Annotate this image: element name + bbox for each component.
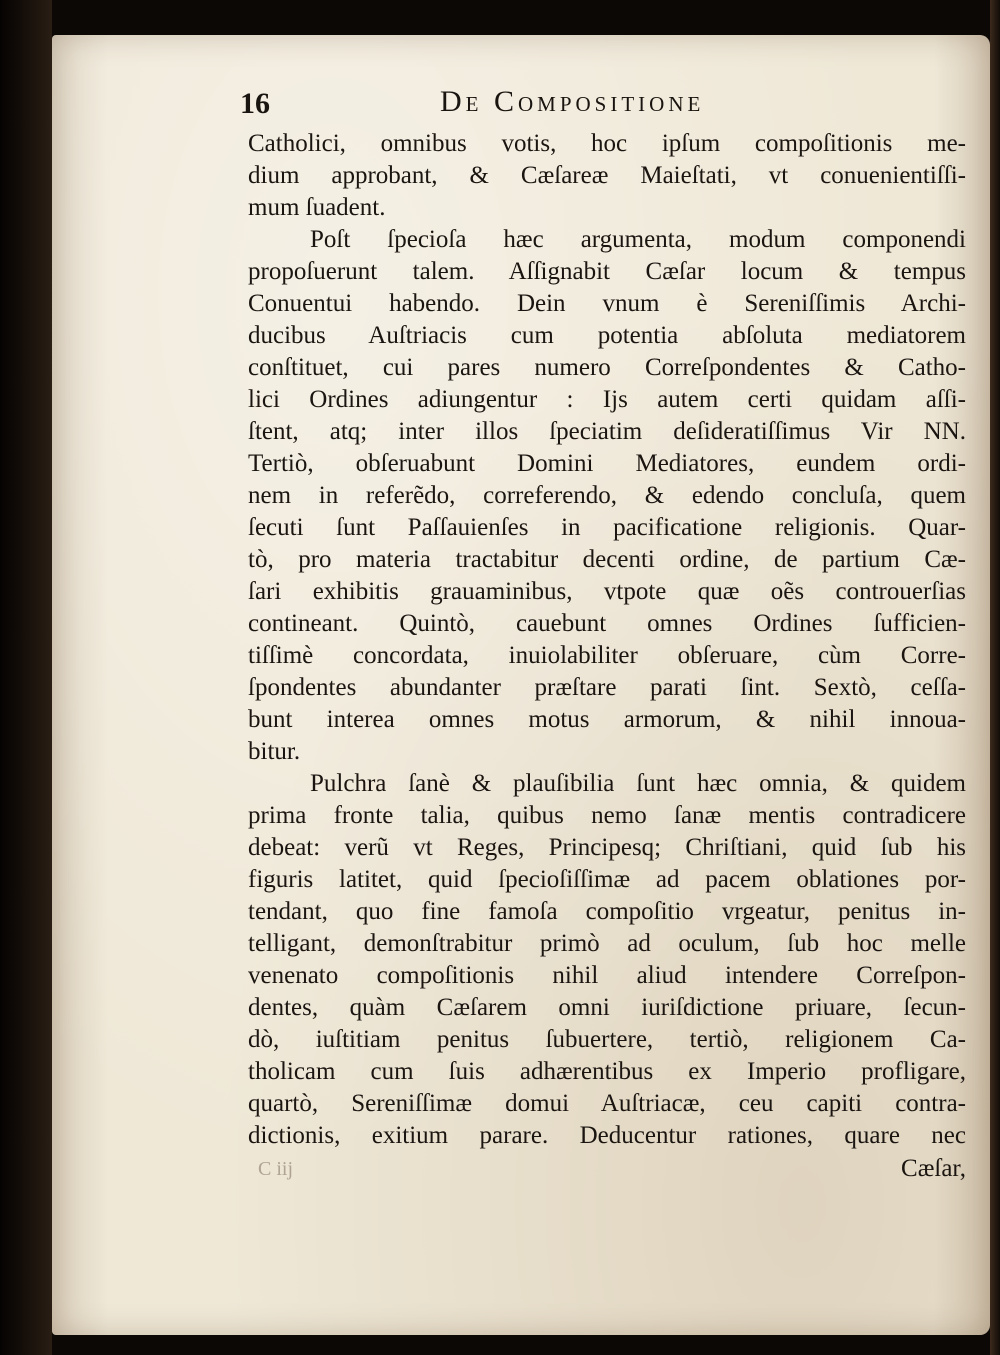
text-line: Conuentui habendo. Dein vnum è Sereniſſimis Archi-	[248, 290, 966, 317]
text-line: conſtituet, cui pares numero Correſpondentes & Catho-	[248, 354, 966, 381]
text-line: ſpondentes abundanter præſtare parati ſint. Sextò, ceſſa-	[248, 674, 966, 701]
text-line: Poſt ſpecioſa hæc argumenta, modum componendi	[310, 226, 966, 253]
text-line: dentes, quàm Cæſarem omni iuriſdictione priuare, ſecun-	[248, 994, 966, 1021]
text-line: ſtent, atq; inter illos ſpeciatim deſideratiſſimus Vir NN.	[248, 418, 966, 445]
catchword: Cæſar,	[901, 1155, 966, 1182]
text-line: prima fronte talia, quibus nemo ſanæ mentis contradicere	[248, 802, 966, 829]
text-line: debeat: verũ vt Reges, Principesq; Chriſtiani, quid ſub his	[248, 834, 966, 861]
text-line: tò, pro materia tractabitur decenti ordine, de partium Cæ-	[248, 546, 966, 573]
text-line: tendant, quo fine famoſa compoſitio vrgeatur, penitus in-	[248, 898, 966, 925]
text-line: bunt interea omnes motus armorum, & nihil innoua-	[248, 706, 966, 733]
page-number: 16	[240, 87, 270, 120]
scan-background-right	[990, 0, 1000, 1355]
text-line: nem in referẽdo, correferendo, & edendo concluſa, quem	[248, 482, 966, 509]
text-line: bitur.	[248, 738, 301, 765]
text-line: dò, iuſtitiam penitus ſubuertere, tertiò, religionem Ca-	[248, 1026, 966, 1053]
text-line: figuris latitet, quid ſpecioſiſſimæ ad pacem oblationes por-	[248, 866, 966, 893]
text-line: tholicam cum ſuis adhærentibus ex Imperio profligare,	[248, 1058, 966, 1085]
page-footer	[248, 1152, 966, 1186]
text-line: telligant, demonſtrabitur primò ad oculum, ſub hoc melle	[248, 930, 966, 957]
text-line: quartò, Sereniſſimæ domui Auſtriacæ, ceu capiti contra-	[248, 1090, 966, 1117]
text-line: lici Ordines adiungentur : Ijs autem certi quidam aſſi-	[248, 386, 966, 413]
text-line: ducibus Auſtriacis cum potentia abſoluta mediatorem	[248, 322, 966, 349]
signature-mark: C iij	[258, 1158, 294, 1180]
body-text	[248, 128, 966, 1186]
running-title: De Compositione	[440, 85, 705, 118]
text-line: dium approbant, & Cæſareæ Maieſtati, vt conuenientiſſi-	[248, 162, 966, 189]
text-line: mum ſuadent.	[248, 194, 386, 221]
text-line: Tertiò, obſeruabunt Domini Mediatores, eundem ordi-	[248, 450, 966, 477]
scan-background-left	[0, 0, 52, 1355]
running-head	[240, 85, 820, 121]
text-line: Catholici, omnibus votis, hoc ipſum compoſitionis me-	[248, 130, 966, 157]
text-line: tiſſimè concordata, inuiolabiliter obſeruare, cùm Corre-	[248, 642, 966, 669]
text-line: dictionis, exitium parare. Deducentur rationes, quare nec	[248, 1122, 966, 1149]
text-line: venenato compoſitionis nihil aliud intendere Correſpon-	[248, 962, 966, 989]
text-line: ſecuti ſunt Paſſauienſes in pacificatione religionis. Quar-	[248, 514, 966, 541]
text-line: ſari exhibitis grauaminibus, vtpote quæ oẽs controuerſias	[248, 578, 966, 605]
text-line: Pulchra ſanè & plauſibilia ſunt hæc omnia, & quidem	[310, 770, 966, 797]
text-line: propoſuerunt talem. Aſſignabit Cæſar locum & tempus	[248, 258, 966, 285]
text-line: contineant. Quintò, cauebunt omnes Ordines ſufficien-	[248, 610, 966, 637]
